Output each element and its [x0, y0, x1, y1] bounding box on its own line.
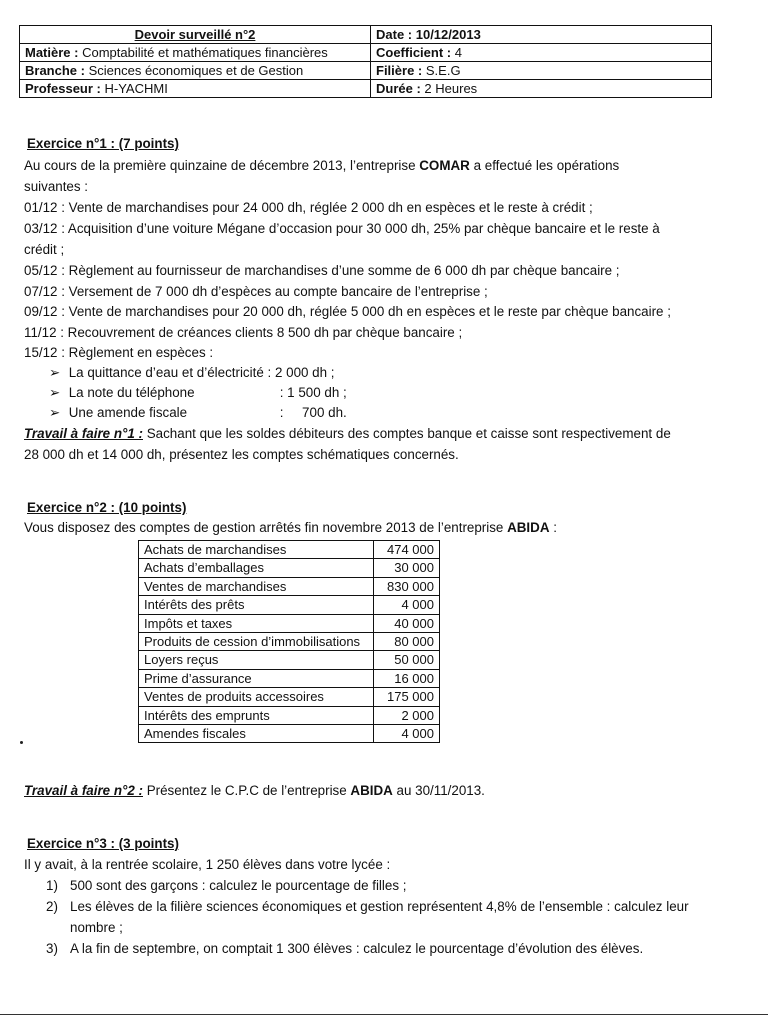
- exercise-2-title: Exercice n°2 : (10 points): [27, 500, 187, 515]
- account-label: Intérêts des prêts: [139, 596, 374, 614]
- branche-cell: [20, 62, 371, 80]
- page-bottom-rule: [0, 1014, 768, 1015]
- duree-cell: [371, 80, 712, 98]
- task-2-text-b: au 30/11/2013.: [392, 783, 485, 798]
- question-text: A la fin de septembre, on comptait 1 300 élèves : calculez le pourcentage d’évolution des élèves.: [70, 941, 644, 956]
- account-value: 40 000: [373, 614, 439, 632]
- branche-value: Sciences économiques et de Gestion: [88, 63, 304, 78]
- table-row: [139, 688, 440, 706]
- account-label: Ventes de marchandises: [139, 577, 374, 595]
- coefficient-value: 4: [454, 45, 462, 60]
- professeur-label: Professeur :: [25, 81, 101, 96]
- bullet-value: : 1 500 dh ;: [279, 385, 347, 400]
- arrow-bullet-icon: ➢: [49, 365, 61, 380]
- table-row: [139, 651, 440, 669]
- account-value: 175 000: [373, 688, 439, 706]
- coefficient-cell: [371, 44, 712, 62]
- accounts-table: [138, 540, 440, 743]
- account-value: 830 000: [373, 577, 439, 595]
- table-row: [139, 559, 440, 577]
- question-item: [46, 897, 689, 918]
- account-value: 30 000: [373, 559, 439, 577]
- question-item: [46, 939, 643, 960]
- matiere-value: Comptabilité et mathématiques financières: [82, 45, 328, 60]
- operation-line: 07/12 : Versement de 7 000 dh d’espèces au compte bancaire de l’entreprise ;: [24, 284, 488, 299]
- matiere-label: Matière :: [25, 45, 79, 60]
- account-label: Prime d’assurance: [139, 669, 374, 687]
- arrow-bullet-icon: ➢: [49, 405, 61, 420]
- company-comar: COMAR: [419, 158, 470, 173]
- task-1-text-a: Sachant que les soldes débiteurs des comptes banque et caisse sont respectivement de: [143, 426, 671, 441]
- table-row: [139, 706, 440, 724]
- question-text: nombre ;: [70, 920, 123, 935]
- bullet-value: : 700 dh.: [279, 405, 347, 420]
- matiere-cell: [20, 44, 371, 62]
- company-abida: ABIDA: [507, 520, 550, 535]
- question-text: 500 sont des garçons : calculez le pourcentage de filles ;: [70, 878, 407, 893]
- operation-line: 09/12 : Vente de marchandises pour 20 000 dh, réglée 5 000 dh en espèces et le reste par chèque bancaire ;: [24, 304, 671, 319]
- account-value: 16 000: [373, 669, 439, 687]
- task-2-label: Travail à faire n°2 :: [24, 783, 143, 798]
- exercise-1-intro-a: Au cours de la première quinzaine de décembre 2013, l’entreprise: [24, 158, 420, 173]
- bullet-item: [49, 383, 347, 404]
- account-label: Amendes fiscales: [139, 725, 374, 743]
- professeur-value: H-YACHMI: [104, 81, 168, 96]
- coefficient-label: Coefficient :: [376, 45, 452, 60]
- exercise-1-title: Exercice n°1 : (7 points): [27, 136, 179, 151]
- question-number: 1): [46, 878, 58, 893]
- account-label: Achats de marchandises: [139, 541, 374, 559]
- task-2: [24, 781, 485, 802]
- account-value: 50 000: [373, 651, 439, 669]
- task-1-text-b: 28 000 dh et 14 000 dh, présentez les comptes schématiques concernés.: [24, 447, 459, 462]
- operation-line: 03/12 : Acquisition d’une voiture Mégane d’occasion pour 30 000 dh, 25% par chèque bancaire et le reste à: [24, 221, 660, 236]
- filiere-cell: [371, 62, 712, 80]
- exam-title-cell: [20, 26, 371, 44]
- question-number: 3): [46, 941, 58, 956]
- filiere-label: Filière :: [376, 63, 423, 78]
- scan-speck: [20, 741, 23, 744]
- exercise-3-intro: Il y avait, à la rentrée scolaire, 1 250 élèves dans votre lycée :: [24, 857, 391, 872]
- operation-line: crédit ;: [24, 242, 65, 257]
- account-value: 4 000: [373, 725, 439, 743]
- account-value: 80 000: [373, 633, 439, 651]
- task-2-company: ABIDA: [350, 783, 393, 798]
- task-1-label: Travail à faire n°1 :: [24, 426, 143, 441]
- header-table: [19, 25, 712, 98]
- account-value: 4 000: [373, 596, 439, 614]
- bullet-label: Une amende fiscale: [68, 405, 188, 420]
- exercise-3-title: Exercice n°3 : (3 points): [27, 836, 179, 851]
- question-item: [46, 876, 406, 897]
- task-2-text-a: Présentez le C.P.C de l’entreprise: [143, 783, 351, 798]
- bullet-item: [49, 363, 335, 384]
- exercise-1-intro-b: a effectué les opérations: [469, 158, 620, 173]
- exercise-2-intro-a: Vous disposez des comptes de gestion arrêtés fin novembre 2013 de l’entreprise: [24, 520, 508, 535]
- account-label: Loyers reçus: [139, 651, 374, 669]
- table-row: [139, 596, 440, 614]
- account-label: Achats d’emballages: [139, 559, 374, 577]
- duree-value: 2 Heures: [424, 81, 478, 96]
- duree-label: Durée :: [376, 81, 421, 96]
- exercise-2-intro-b: :: [549, 520, 557, 535]
- arrow-bullet-icon: ➢: [49, 385, 61, 400]
- table-row: [139, 633, 440, 651]
- exam-title: Devoir surveillé n°2: [134, 27, 256, 42]
- table-row: [139, 669, 440, 687]
- account-label: Impôts et taxes: [139, 614, 374, 632]
- account-value: 474 000: [373, 541, 439, 559]
- table-row: [139, 725, 440, 743]
- exercise-2-intro: [24, 518, 557, 539]
- task-1: [24, 424, 671, 445]
- operation-line: 01/12 : Vente de marchandises pour 24 000 dh, réglée 2 000 dh en espèces et le reste à crédit ;: [24, 200, 593, 215]
- bullet-item: [49, 403, 347, 424]
- branche-label: Branche :: [25, 63, 85, 78]
- date-label: Date : 10/12/2013: [376, 27, 481, 42]
- table-row: [139, 614, 440, 632]
- account-value: 2 000: [373, 706, 439, 724]
- bullet-label: La quittance d’eau et d’électricité: [68, 365, 264, 380]
- table-row: [139, 577, 440, 595]
- operation-line: 15/12 : Règlement en espèces :: [24, 345, 214, 360]
- account-label: Produits de cession d’immobilisations: [139, 633, 374, 651]
- exercise-1-intro: [24, 156, 619, 177]
- account-label: Intérêts des emprunts: [139, 706, 374, 724]
- filiere-value: S.E.G: [425, 63, 461, 78]
- exercise-1-intro-c: suivantes :: [24, 179, 89, 194]
- bullet-value: : 2 000 dh ;: [267, 365, 335, 380]
- date-cell: [371, 26, 712, 44]
- question-number: 2): [46, 899, 58, 914]
- professeur-cell: [20, 80, 371, 98]
- question-item: [46, 918, 123, 939]
- table-row: [139, 541, 440, 559]
- account-label: Ventes de produits accessoires: [139, 688, 374, 706]
- question-text: Les élèves de la filière sciences économiques et gestion représentent 4,8% de l’ensemble : calculez leur: [70, 899, 689, 914]
- operation-line: 05/12 : Règlement au fournisseur de marchandises d’une somme de 6 000 dh par chèque bancaire ;: [24, 263, 620, 278]
- bullet-label: La note du téléphone: [68, 385, 195, 400]
- operation-line: 11/12 : Recouvrement de créances clients 8 500 dh par chèque bancaire ;: [24, 325, 463, 340]
